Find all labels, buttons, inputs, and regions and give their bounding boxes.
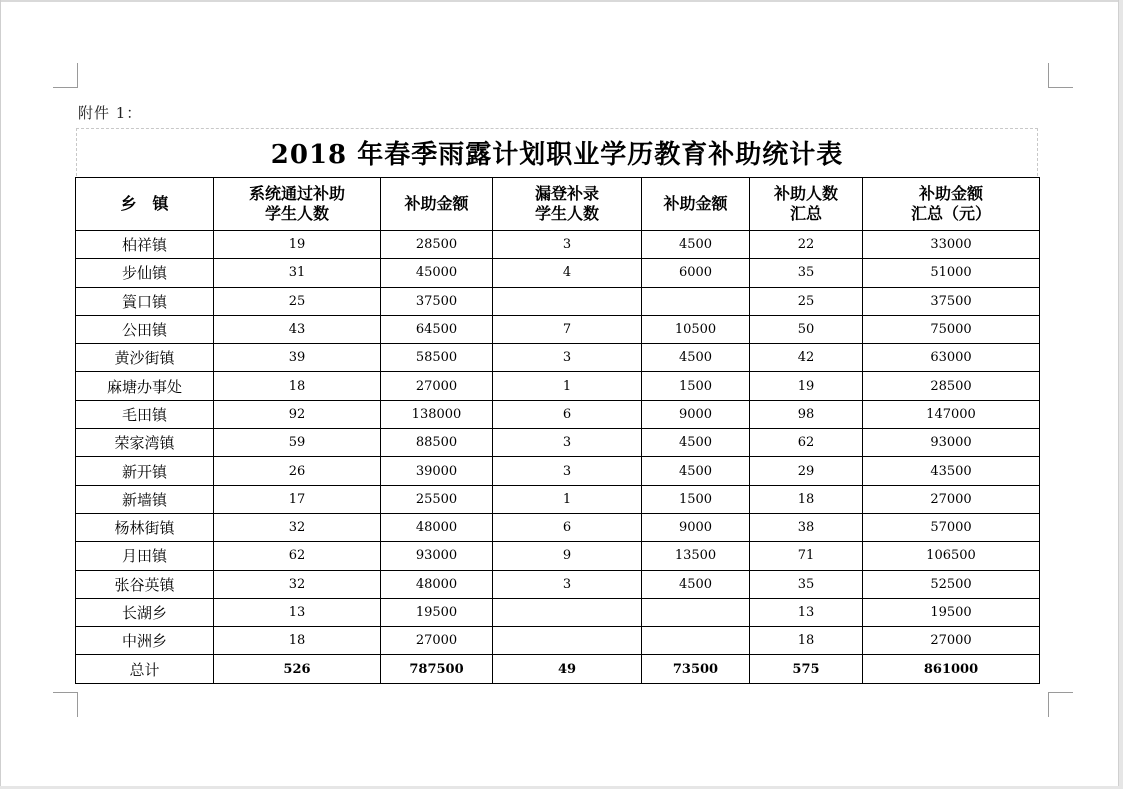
- table-row: [76, 485, 1040, 513]
- value-cell[interactable]: 42: [750, 344, 863, 372]
- value-cell[interactable]: 25: [214, 287, 381, 315]
- column-header-line1: 补助金额: [663, 194, 728, 213]
- value-cell[interactable]: 3: [493, 344, 642, 372]
- value-cell[interactable]: 13500: [642, 542, 750, 570]
- value-cell[interactable]: 9000: [642, 513, 750, 541]
- crop-mark-bottom-left: [53, 692, 78, 717]
- value-cell[interactable]: 43500: [863, 457, 1040, 485]
- town-cell[interactable]: 公田镇: [76, 315, 214, 343]
- value-cell[interactable]: 138000: [381, 400, 493, 428]
- town-cell[interactable]: 杨林街镇: [76, 513, 214, 541]
- value-cell[interactable]: 93000: [381, 542, 493, 570]
- town-cell[interactable]: 新墙镇: [76, 485, 214, 513]
- page-top-edge: [0, 0, 1123, 2]
- value-cell[interactable]: 4500: [642, 429, 750, 457]
- town-cell[interactable]: 荣家湾镇: [76, 429, 214, 457]
- value-cell[interactable]: 49: [493, 655, 642, 683]
- column-header-line2: 汇总（元）: [910, 204, 991, 223]
- value-cell[interactable]: 28500: [381, 231, 493, 259]
- value-cell[interactable]: 35: [750, 259, 863, 287]
- value-cell[interactable]: 4500: [642, 231, 750, 259]
- value-cell[interactable]: 39000: [381, 457, 493, 485]
- value-cell[interactable]: 45000: [381, 259, 493, 287]
- value-cell[interactable]: 50: [750, 315, 863, 343]
- town-cell[interactable]: 柏祥镇: [76, 231, 214, 259]
- table-row: [76, 231, 1040, 259]
- value-cell[interactable]: 19: [214, 231, 381, 259]
- value-cell[interactable]: 35: [750, 570, 863, 598]
- value-cell[interactable]: [493, 287, 642, 315]
- town-cell[interactable]: 麻塘办事处: [76, 372, 214, 400]
- value-cell[interactable]: [493, 598, 642, 626]
- value-cell[interactable]: 19500: [863, 598, 1040, 626]
- value-cell[interactable]: 18: [750, 485, 863, 513]
- value-cell[interactable]: 6000: [642, 259, 750, 287]
- value-cell[interactable]: 9: [493, 542, 642, 570]
- value-cell[interactable]: 48000: [381, 513, 493, 541]
- column-header-line1: 补助人数: [773, 184, 838, 203]
- value-cell[interactable]: 33000: [863, 231, 1040, 259]
- value-cell[interactable]: 43: [214, 315, 381, 343]
- value-cell[interactable]: 10500: [642, 315, 750, 343]
- table-row: [76, 372, 1040, 400]
- value-cell[interactable]: 98: [750, 400, 863, 428]
- value-cell[interactable]: 32: [214, 513, 381, 541]
- value-cell[interactable]: 3: [493, 231, 642, 259]
- table-body: [76, 231, 1040, 684]
- value-cell[interactable]: 18: [214, 627, 381, 655]
- value-cell[interactable]: 57000: [863, 513, 1040, 541]
- value-cell[interactable]: 28500: [863, 372, 1040, 400]
- table-header-row: [76, 178, 1040, 231]
- value-cell[interactable]: 1500: [642, 485, 750, 513]
- value-cell[interactable]: 75000: [863, 315, 1040, 343]
- value-cell[interactable]: 62: [214, 542, 381, 570]
- value-cell[interactable]: 17: [214, 485, 381, 513]
- column-header-line1: 乡 镇: [120, 194, 169, 213]
- subsidy-table[interactable]: [75, 177, 1040, 684]
- town-cell[interactable]: 黄沙街镇: [76, 344, 214, 372]
- column-header-line2: 学生人数: [534, 204, 599, 223]
- column-header[interactable]: [750, 178, 863, 231]
- table-row: [76, 259, 1040, 287]
- value-cell[interactable]: 58500: [381, 344, 493, 372]
- value-cell[interactable]: 3: [493, 457, 642, 485]
- value-cell[interactable]: 1: [493, 485, 642, 513]
- value-cell[interactable]: 52500: [863, 570, 1040, 598]
- town-cell[interactable]: 长湖乡: [76, 598, 214, 626]
- value-cell[interactable]: 48000: [381, 570, 493, 598]
- value-cell[interactable]: 1500: [642, 372, 750, 400]
- value-cell[interactable]: 29: [750, 457, 863, 485]
- value-cell[interactable]: 59: [214, 429, 381, 457]
- value-cell[interactable]: 27000: [863, 627, 1040, 655]
- value-cell[interactable]: 13: [214, 598, 381, 626]
- value-cell[interactable]: 6: [493, 513, 642, 541]
- value-cell[interactable]: 18: [750, 627, 863, 655]
- town-cell[interactable]: 中洲乡: [76, 627, 214, 655]
- crop-mark-top-right: [1048, 63, 1073, 88]
- value-cell[interactable]: 787500: [381, 655, 493, 683]
- town-cell[interactable]: 月田镇: [76, 542, 214, 570]
- value-cell[interactable]: 62: [750, 429, 863, 457]
- value-cell[interactable]: 861000: [863, 655, 1040, 683]
- value-cell[interactable]: 39: [214, 344, 381, 372]
- value-cell[interactable]: 25500: [381, 485, 493, 513]
- value-cell[interactable]: 526: [214, 655, 381, 683]
- attachment-label: 附件 1：: [78, 104, 143, 122]
- column-header[interactable]: [863, 178, 1040, 231]
- column-header-line1: 补助金额: [918, 184, 983, 203]
- value-cell[interactable]: 92: [214, 400, 381, 428]
- value-cell[interactable]: [642, 287, 750, 315]
- table-row: [76, 627, 1040, 655]
- town-cell[interactable]: 总计: [76, 655, 214, 683]
- column-header[interactable]: [214, 178, 381, 231]
- column-header[interactable]: [381, 178, 493, 231]
- value-cell[interactable]: 38: [750, 513, 863, 541]
- page-left-edge: [0, 0, 1, 789]
- title-cell[interactable]: [76, 128, 1038, 176]
- value-cell[interactable]: 4500: [642, 344, 750, 372]
- town-cell[interactable]: 新开镇: [76, 457, 214, 485]
- town-cell[interactable]: 毛田镇: [76, 400, 214, 428]
- value-cell[interactable]: 18: [214, 372, 381, 400]
- value-cell[interactable]: 88500: [381, 429, 493, 457]
- value-cell[interactable]: 71: [750, 542, 863, 570]
- table-row: [76, 542, 1040, 570]
- column-header-line2: 学生人数: [264, 204, 329, 223]
- value-cell[interactable]: 25: [750, 287, 863, 315]
- column-header-line2: 汇总: [789, 204, 822, 223]
- value-cell[interactable]: 9000: [642, 400, 750, 428]
- crop-mark-top-left: [53, 63, 78, 88]
- table-row: [76, 457, 1040, 485]
- value-cell[interactable]: 7: [493, 315, 642, 343]
- value-cell[interactable]: 27000: [381, 627, 493, 655]
- town-cell[interactable]: 张谷英镇: [76, 570, 214, 598]
- document-title: 2018 年春季雨露计划职业学历教育补助统计表: [270, 140, 844, 170]
- column-header[interactable]: [76, 178, 214, 231]
- column-header-line1: 漏登补录: [534, 184, 599, 203]
- table-row: [76, 570, 1040, 598]
- value-cell[interactable]: 22: [750, 231, 863, 259]
- value-cell[interactable]: 3: [493, 570, 642, 598]
- column-header-line1: 补助金额: [404, 194, 469, 213]
- value-cell[interactable]: 73500: [642, 655, 750, 683]
- value-cell[interactable]: 32: [214, 570, 381, 598]
- value-cell[interactable]: 4500: [642, 570, 750, 598]
- value-cell[interactable]: 64500: [381, 315, 493, 343]
- value-cell[interactable]: [642, 598, 750, 626]
- crop-mark-bottom-right: [1048, 692, 1073, 717]
- value-cell[interactable]: [642, 627, 750, 655]
- town-cell[interactable]: 篢口镇: [76, 287, 214, 315]
- value-cell[interactable]: 31: [214, 259, 381, 287]
- total-row: [76, 655, 1040, 683]
- table-row: [76, 400, 1040, 428]
- value-cell[interactable]: 1: [493, 372, 642, 400]
- value-cell[interactable]: [493, 627, 642, 655]
- column-header[interactable]: [642, 178, 750, 231]
- table-row: [76, 344, 1040, 372]
- value-cell[interactable]: 575: [750, 655, 863, 683]
- value-cell[interactable]: 51000: [863, 259, 1040, 287]
- value-cell[interactable]: 147000: [863, 400, 1040, 428]
- value-cell[interactable]: 3: [493, 429, 642, 457]
- table-row: [76, 598, 1040, 626]
- table-row: [76, 513, 1040, 541]
- town-cell[interactable]: 步仙镇: [76, 259, 214, 287]
- window-right-edge: [1118, 0, 1123, 789]
- value-cell[interactable]: 27000: [863, 485, 1040, 513]
- value-cell[interactable]: 63000: [863, 344, 1040, 372]
- column-header-line1: 系统通过补助: [248, 184, 345, 203]
- value-cell[interactable]: 26: [214, 457, 381, 485]
- value-cell[interactable]: 93000: [863, 429, 1040, 457]
- value-cell[interactable]: 4: [493, 259, 642, 287]
- table-row: [76, 315, 1040, 343]
- value-cell[interactable]: 6: [493, 400, 642, 428]
- table-row: [76, 287, 1040, 315]
- value-cell[interactable]: 19500: [381, 598, 493, 626]
- table-row: [76, 429, 1040, 457]
- value-cell[interactable]: 13: [750, 598, 863, 626]
- value-cell[interactable]: 37500: [863, 287, 1040, 315]
- value-cell[interactable]: 106500: [863, 542, 1040, 570]
- value-cell[interactable]: 27000: [381, 372, 493, 400]
- value-cell[interactable]: 37500: [381, 287, 493, 315]
- value-cell[interactable]: 4500: [642, 457, 750, 485]
- value-cell[interactable]: 19: [750, 372, 863, 400]
- column-header[interactable]: [493, 178, 642, 231]
